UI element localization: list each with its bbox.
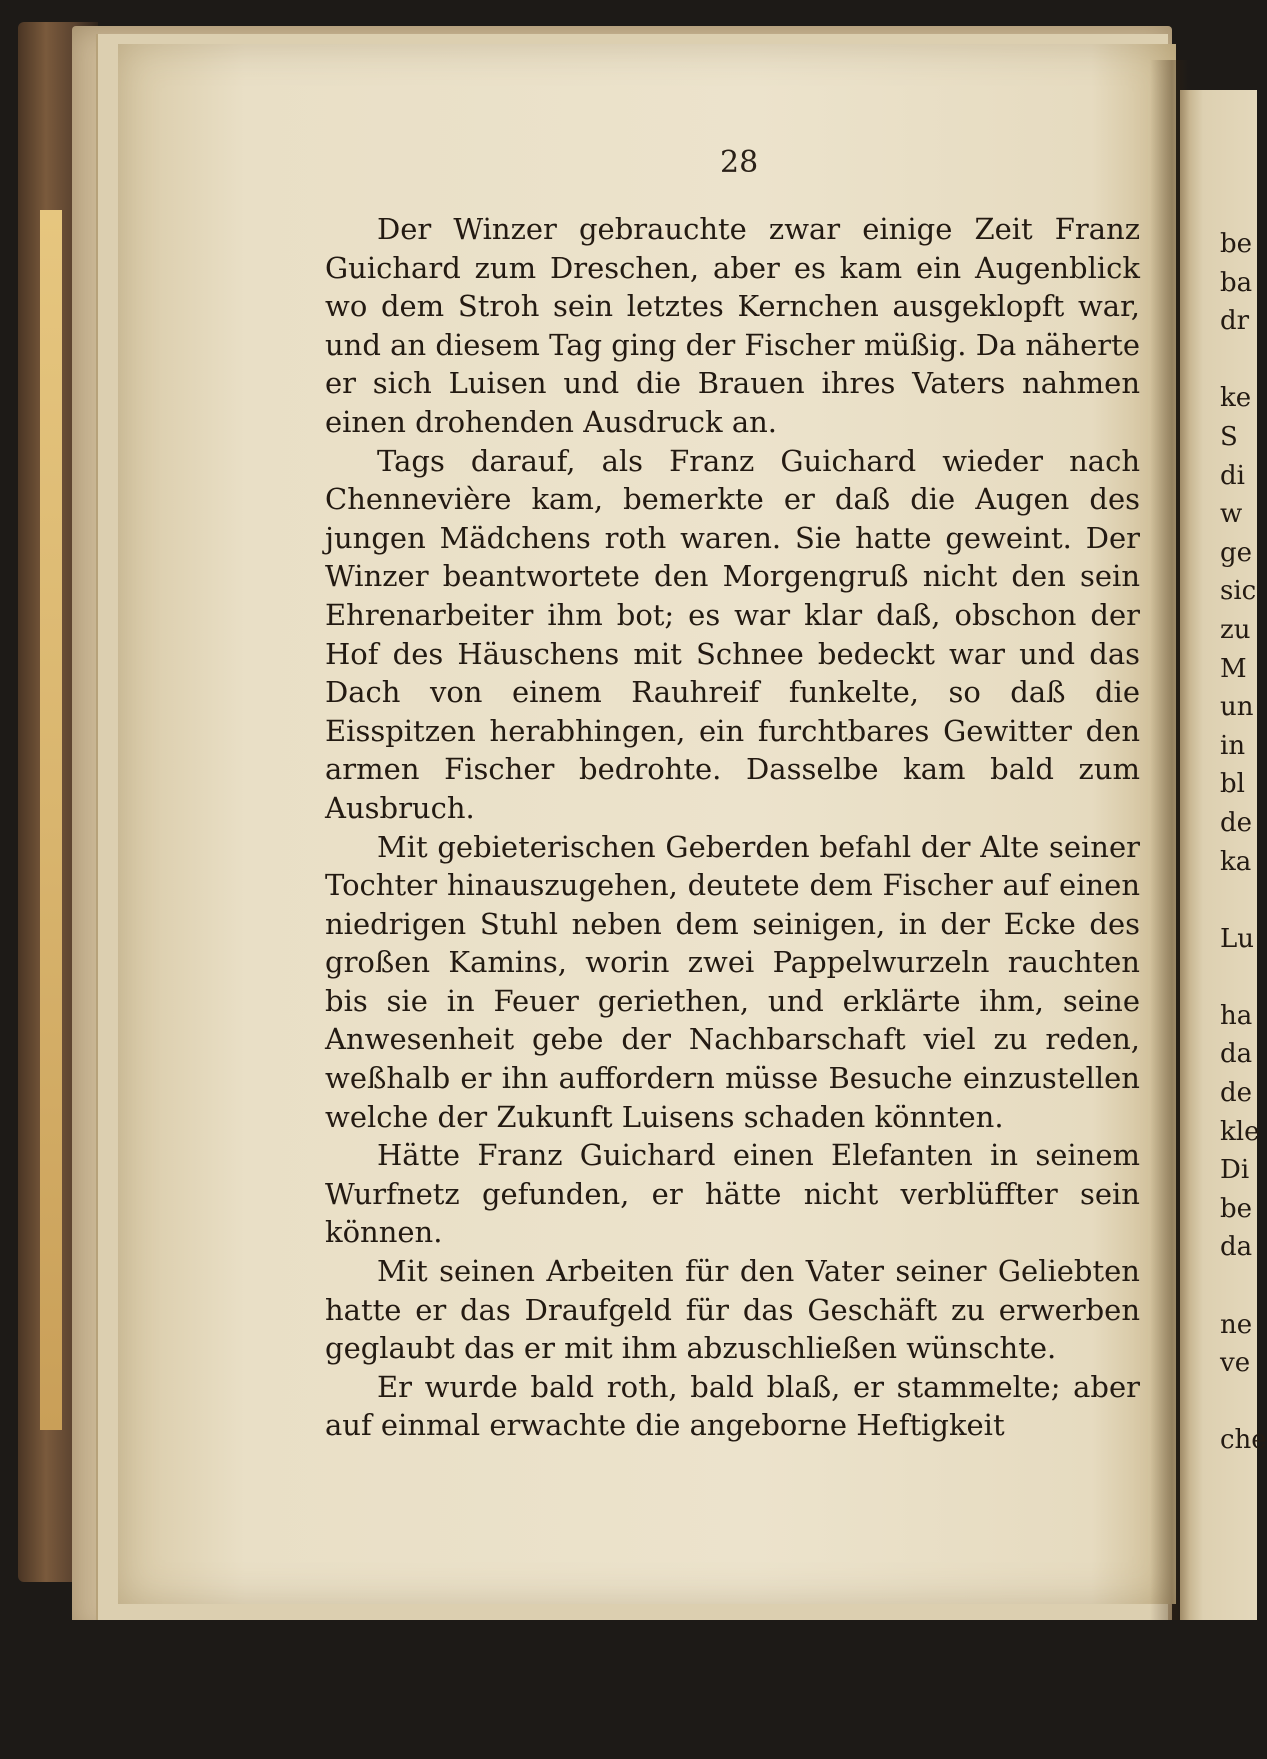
paragraph: Tags darauf, als Franz Guichard wieder nach Chennevière kam, bemerkte er daß die Augen des jungen Mädchens roth waren. Sie hatte geweint. Der Winzer beantwortete den Morgengruß nicht den sein Ehrenarbeiter ihm bot; es war klar daß, obschon der Hof des Häuschens mit Schnee bedeckt war und das Dach von einem Rauhreif funkelte, so daß die Eisspitzen herabhingen, ein furchtbares Gewitter den armen Fischer bedrohte. Dasselbe kam bald zum Ausbruch. <box>325 443 1140 825</box>
facing-page-line <box>1220 1267 1257 1306</box>
facing-page-line: kle <box>1220 1116 1260 1147</box>
facing-page-line: che <box>1220 1425 1267 1456</box>
paragraph: Mit gebieterischen Geberden befahl der Alte seiner Tochter hinauszugehen, deutete dem Fischer auf einen niedrigen Stuhl neben dem seinigen, in der Ecke des großen Kamins, worin zwei Pappelwurzeln rauchten bis sie in Feuer geriethen, und erklärte ihm, seine Anwesenheit gebe der Nachbarschaft viel zu reden, weßhalb er ihn auffordern müsse Besuche einzustellen welche der Zukunft Luisens schaden könnten. <box>325 829 1140 1134</box>
facing-page-line: dr <box>1220 306 1250 337</box>
paragraph: Er wurde bald roth, bald blaß, er stammelte; aber auf einmal erwachte die angeborne Heftigkeit <box>325 1369 1140 1443</box>
facing-page-line: M <box>1220 653 1247 684</box>
facing-page-line: w <box>1220 499 1243 530</box>
facing-page-line: de <box>1220 1078 1253 1109</box>
page-gutter <box>1150 60 1190 1640</box>
facing-page-line: in <box>1220 730 1246 761</box>
facing-page-line <box>1220 958 1257 997</box>
facing-page-line: S <box>1220 421 1238 452</box>
facing-page-line: be <box>1220 229 1253 259</box>
facing-page-line: ve <box>1220 1348 1251 1379</box>
facing-page-line: di <box>1220 460 1245 491</box>
page-number: 28 <box>720 145 759 180</box>
facing-page-line: sic <box>1220 576 1257 607</box>
facing-page-line: ka <box>1220 846 1252 877</box>
facing-page-line: da <box>1220 1039 1253 1070</box>
facing-page-text <box>1220 225 1267 1460</box>
paragraph: Mit seinen Arbeiten für den Vater seiner Geliebten hatte er das Draufgeld für das Geschäft zu erwerben geglaubt das er mit ihm abzuschließen wünschte. <box>325 1254 1140 1366</box>
facing-page-line: Di <box>1220 1155 1250 1186</box>
facing-page-line <box>1220 881 1257 920</box>
background-shadow <box>0 1620 1257 1759</box>
facing-page-line: da <box>1220 1232 1253 1263</box>
facing-page-line: ba <box>1220 267 1253 298</box>
facing-page-line <box>1220 341 1257 380</box>
facing-page-line: ne <box>1220 1309 1253 1340</box>
paragraph: Der Winzer gebrauchte zwar einige Zeit Franz Guichard zum Dreschen, aber es kam ein Augenblick wo dem Stroh sein letztes Kernchen ausgeklopft war, und an diesem Tag ging der Fischer müßig. Da näherte er sich Luisen und die Brauen ihres Vaters nahmen einen drohenden Ausdruck an. <box>325 212 1140 439</box>
facing-page-line: bl <box>1220 769 1245 800</box>
facing-page-line: ge <box>1220 537 1253 568</box>
spine-strip <box>40 210 62 1430</box>
facing-page-line: ha <box>1220 1000 1253 1031</box>
facing-page-line: Lu <box>1220 923 1255 954</box>
paragraph: Hätte Franz Guichard einen Elefanten in seinem Wurfnetz gefunden, er hätte nicht verblüffter sein können. <box>325 1138 1140 1250</box>
facing-page-line: de <box>1220 807 1253 838</box>
facing-page-line: ke <box>1220 383 1252 414</box>
facing-page-line <box>1220 1383 1257 1422</box>
facing-page-line: zu <box>1220 614 1251 645</box>
facing-page-line: un <box>1220 692 1254 723</box>
body-text <box>325 210 1140 1445</box>
facing-page-line: be <box>1220 1193 1253 1224</box>
